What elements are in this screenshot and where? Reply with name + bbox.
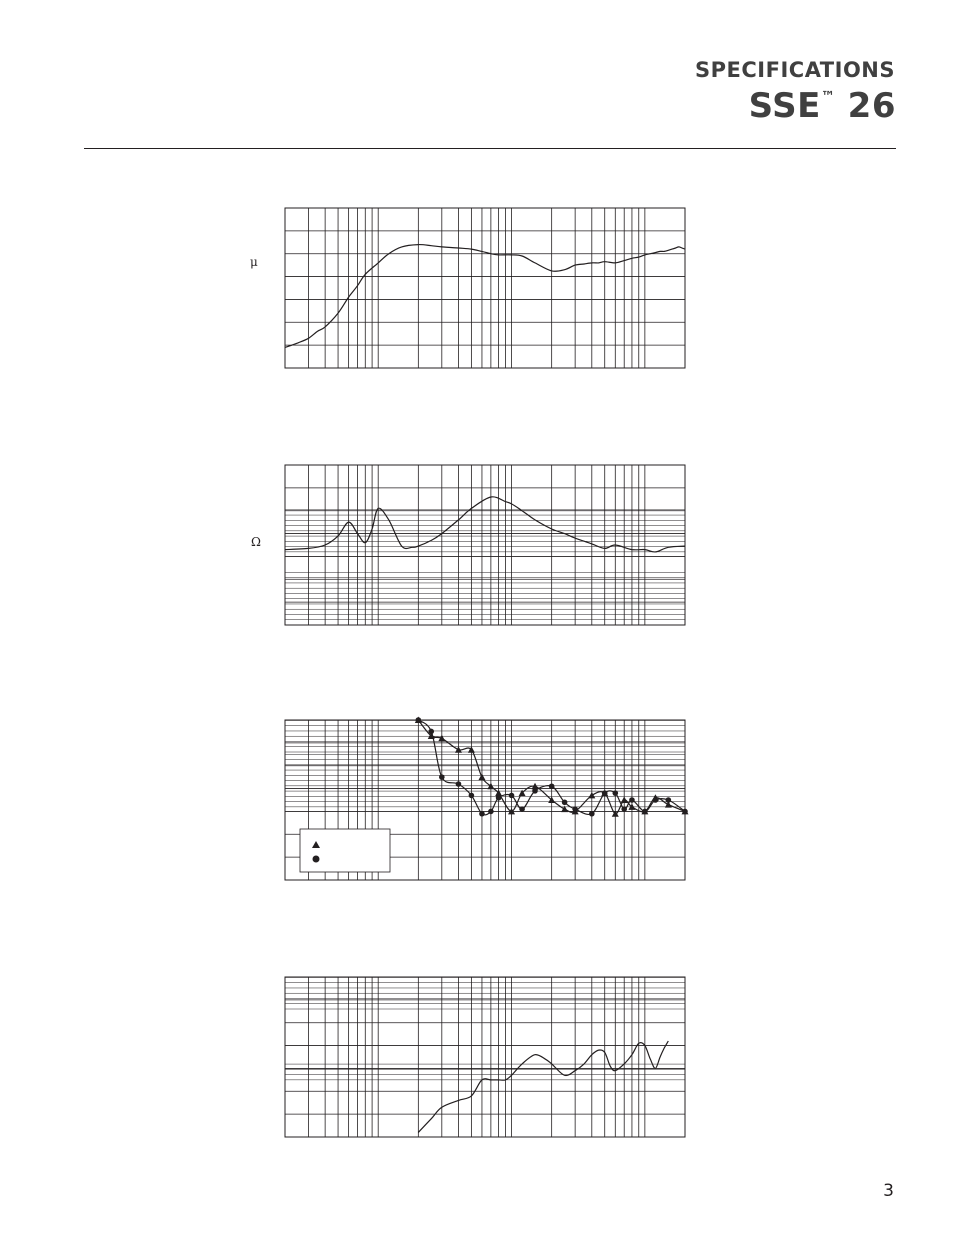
- data-point-circle: [532, 788, 538, 794]
- data-point-circle: [666, 797, 672, 803]
- data-point-circle: [612, 790, 618, 796]
- data-point-circle: [488, 809, 494, 815]
- frequency-response-graph: [285, 208, 685, 368]
- series-line: [285, 497, 685, 552]
- data-point-circle: [496, 795, 502, 801]
- frequency-response-unit: μ: [250, 255, 258, 269]
- page-number: 3: [883, 1181, 894, 1201]
- data-point-circle: [439, 774, 445, 780]
- data-point-circle: [602, 790, 608, 796]
- series-line: [418, 1041, 668, 1132]
- data-point-circle: [479, 811, 485, 817]
- trademark-symbol: ™: [820, 88, 836, 105]
- model-number: 26: [835, 86, 896, 126]
- data-point-circle: [629, 797, 635, 803]
- data-point-circle: [653, 797, 659, 803]
- legend-marker-circle: [313, 856, 320, 863]
- impedance-unit: Ω: [251, 535, 261, 549]
- impedance-graph: [285, 465, 685, 625]
- section-title: SPECIFICATIONS: [695, 58, 895, 82]
- data-point-triangle: [468, 746, 475, 753]
- data-point-triangle: [621, 797, 628, 804]
- data-point-triangle: [588, 792, 595, 799]
- data-point-circle: [428, 729, 434, 735]
- series-line: [285, 245, 685, 348]
- data-point-circle: [416, 717, 422, 723]
- directivity-graph: [285, 977, 685, 1137]
- graph-frame: [285, 465, 685, 625]
- model-name: SSE: [748, 86, 821, 126]
- data-point-circle: [456, 781, 462, 787]
- graph-frame: [285, 977, 685, 1137]
- data-point-circle: [469, 793, 475, 799]
- legend-box: [300, 829, 390, 872]
- data-point-circle: [572, 806, 578, 812]
- data-point-triangle: [478, 774, 485, 781]
- data-point-circle: [562, 799, 568, 805]
- data-point-circle: [549, 783, 555, 789]
- graph-frame: [285, 208, 685, 368]
- beamwidth-graph: [285, 717, 689, 881]
- data-point-circle: [682, 809, 688, 815]
- data-point-circle: [509, 793, 515, 799]
- data-point-circle: [642, 809, 648, 815]
- data-point-circle: [621, 806, 627, 812]
- data-point-circle: [519, 806, 525, 812]
- data-point-circle: [589, 811, 595, 817]
